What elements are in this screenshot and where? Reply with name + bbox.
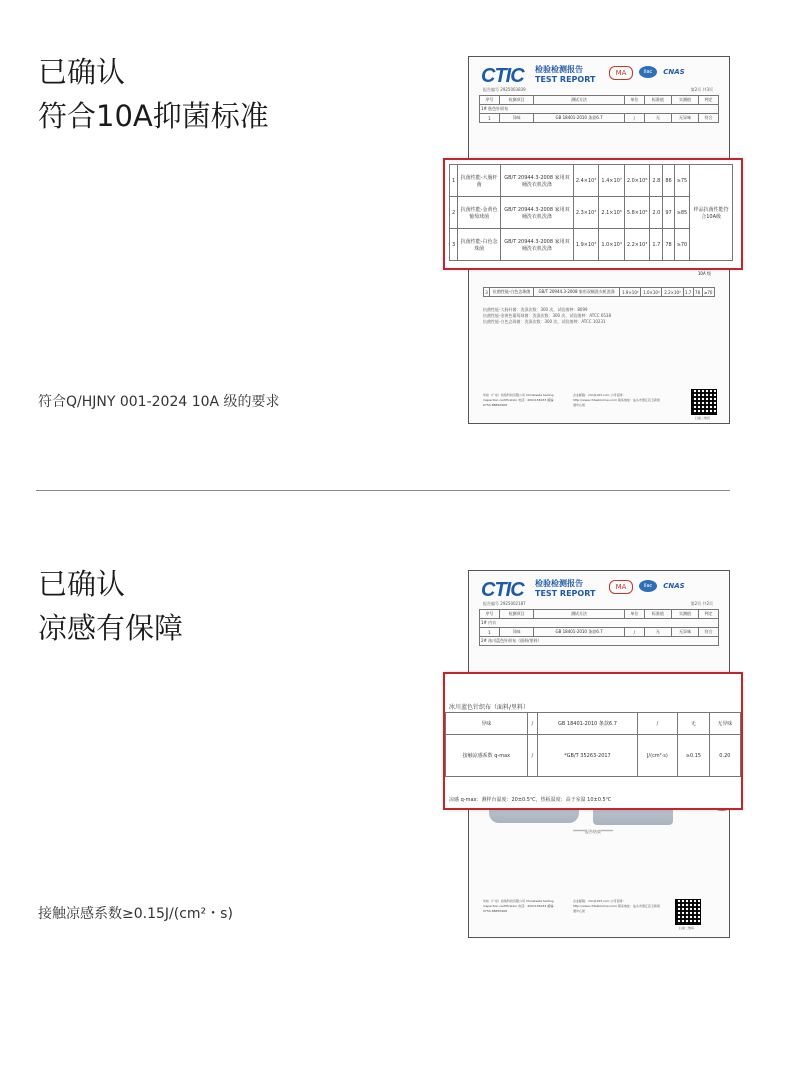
table-row: 2 抗菌性能-金黄色葡萄球菌 GB/T 20944.3-2008 家用双桶洗衣机洗涤 2.3×10⁴ 2.1×10⁵ 5.8×10⁶ 2.0 97 ≥85 <box>450 197 733 229</box>
report-name: 检验检测报告 TEST REPORT <box>535 579 596 598</box>
table-row: 3 抗菌性能-白色念珠菌 GB/T 20944.3-2008 家用双桶洗衣机洗涤 1.9×10⁴ 1.0×10⁴ 2.2×10³ 1.7 78 ≥70 <box>484 288 715 297</box>
footer-company: 华检（广东）检验科技有限公司 Chinatesta testing inspection certification 电话：4001156933 邮编：0754-88850968 <box>483 393 557 407</box>
table-row: 1 异味 GB 18401-2010 条款6.7 / 无 无异味 符合 <box>480 114 719 123</box>
table-row: 接触凉感系数 q-max / *GB/T 35263-2017 J/(cm²·s) ≥0.15 0.20 <box>446 735 741 777</box>
report-name: 检验检测报告 TEST REPORT <box>535 65 596 84</box>
cnas-icon: CNAS <box>663 582 685 590</box>
page-number: 第2页 共2页 <box>690 601 713 606</box>
antibacterial-results-zoom <box>443 158 743 270</box>
qr-code-icon <box>691 389 717 415</box>
qr-label: 扫描二维码 <box>679 926 695 930</box>
report-end-note: ******报告结束****** <box>573 829 613 834</box>
zoom-group-label: 冰川蓝色针织布（面料/里料） <box>449 704 530 711</box>
page-number: 第2页 共3页 <box>690 87 713 92</box>
ilac-mra-icon: ilac <box>639 66 657 78</box>
footer-company: 华检（广东）检验科技有限公司 Chinatesta testing inspection certification 电话：4001156933 邮编：0754-88850968 <box>483 899 557 913</box>
table-row: 异味 / GB 18401-2010 条款6.7 / 无 无异味 <box>446 713 741 735</box>
table-header-row: 序号 检测项目 测试方法 单位 标准值 实测值 判定 <box>480 610 719 619</box>
report-table <box>479 95 719 123</box>
ma-certification-icon: MA <box>609 580 633 594</box>
test-notes: 抗菌性能-大肠杆菌：洗涤次数：300 次，试验菌种：8099 抗菌性能-金黄色葡萄球菌：洗涤次数：300 次，试验菌种：ATCC 6538 抗菌性能-白色念珠菌：洗涤次数：300 次，试验菌种：ATCC 10231 <box>483 307 612 324</box>
table-header-row: 序号 检测项目 测试方法 单位 标准值 实测值 判定 <box>480 96 719 105</box>
section2-title-line1: 已确认 <box>38 567 126 601</box>
table-row: 1 抗菌性能-大肠杆菌 GB/T 20944.3-2008 家用双桶洗衣机洗涤 2.4×10⁴ 1.4×10⁷ 2.0×10⁶ 2.8 86 ≥75 样品抗菌性能符合10A级 <box>450 165 733 197</box>
verdict-cell: 样品抗菌性能符合10A级 <box>690 165 733 261</box>
cooling-test-note: 凉感 q-max：测样台温度：20±0.5℃，热板温度：高于室温 10±0.5℃ <box>449 797 612 803</box>
section1-title-line1: 已确认 <box>38 55 126 89</box>
section2-title-line2: 凉感有保障 <box>38 611 184 645</box>
sample-group-label: 1# 肤色针织布 <box>480 105 719 114</box>
section2-caption: 接触凉感系数≥0.15J/(cm²・s) <box>38 906 233 922</box>
section-divider <box>36 490 730 491</box>
report-table <box>479 609 719 646</box>
footer-contact: 企业邮箱：ctic@163.com 公司官网：http://www.chtestonline.com/ 联系地址：汕头市濠江区玉新街道中心街 <box>573 393 661 407</box>
report-table-lower <box>483 287 715 297</box>
sample-group-label: 1# 内衣 <box>480 619 719 628</box>
cooling-results-table <box>445 712 741 777</box>
ctic-logo: CTIC <box>481 579 524 601</box>
antibacterial-results-table <box>449 164 733 261</box>
qr-code-icon <box>675 899 701 925</box>
footer-contact: 企业邮箱：ctic@163.com 公司官网：http://www.chtestonline.com/ 联系地址：汕头市濠江区玉新街道中心街 <box>573 899 661 913</box>
report-number: 报告编号 2925002187 <box>483 601 526 606</box>
ma-certification-icon: MA <box>609 66 633 80</box>
cnas-icon: CNAS <box>663 68 685 76</box>
ctic-logo: CTIC <box>481 65 524 87</box>
cooling-results-zoom <box>443 672 743 810</box>
section1-caption: 符合Q/HJNY 001-2024 10A 级的要求 <box>38 394 280 410</box>
table-row: 1 异味 GB 18401-2010 条款6.7 / 无 无异味 符合 <box>480 628 719 637</box>
report-number: 报告编号 2925003839 <box>483 87 526 92</box>
section1-title-line2: 符合10A抑菌标准 <box>38 99 269 133</box>
table-row: 3 抗菌性能-白色念珠菌 GB/T 20944.3-2008 家用双桶洗衣机洗涤 1.9×10⁴ 1.0×10⁴ 2.2×10³ 1.7 78 ≥70 <box>450 229 733 261</box>
ilac-mra-icon: ilac <box>639 580 657 592</box>
grade-label: 10A 级 <box>697 271 711 276</box>
qr-label: 扫描二维码 <box>695 416 711 420</box>
sample-group-label: 2# 冰川蓝色针织布（面料/里料） <box>480 637 719 646</box>
